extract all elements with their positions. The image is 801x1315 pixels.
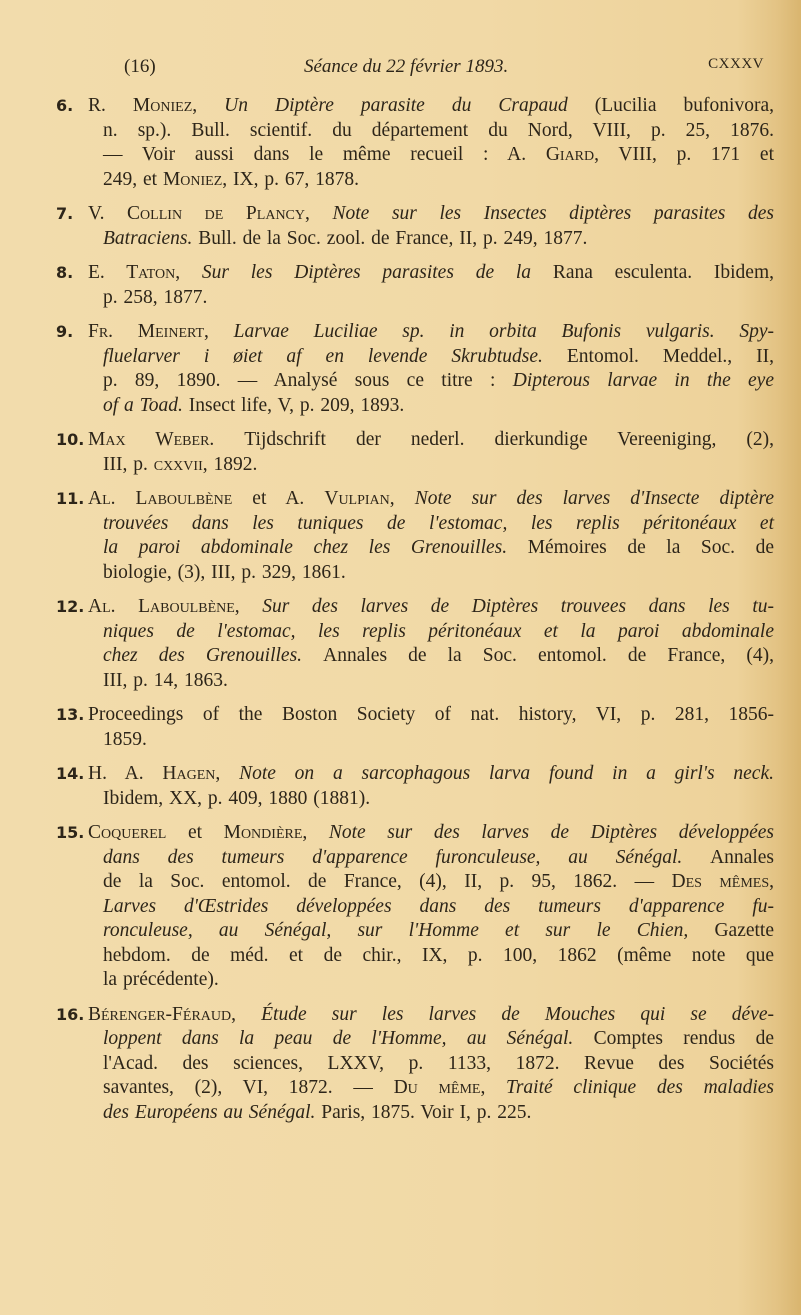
citation-text: — Voir aussi dans le même recueil : A. [103, 144, 546, 165]
entry-line [103, 453, 774, 478]
bibliography-entry [56, 1003, 774, 1126]
citation-text: Rana esculenta. Ibidem, [552, 262, 774, 283]
entry-line [103, 143, 774, 168]
author-name: Coquerel [88, 822, 188, 843]
entry-number: 7. [56, 204, 74, 223]
entry-line [103, 895, 774, 920]
citation-text: Insect life, V, p. 209, 1893. [188, 394, 405, 416]
citation-text: la précédente). [103, 969, 219, 990]
author-name: Moniez [162, 168, 223, 190]
entry-line [88, 1003, 774, 1028]
italic-title-text: Batraciens. [103, 227, 199, 249]
italic-title-text: Larvae Luciliae sp. in orbita Bufonis vulgaris. Spy- [233, 321, 774, 342]
bibliography-entry [56, 487, 774, 585]
author-name: Max Weber. [88, 429, 245, 450]
entry-line [103, 1052, 774, 1077]
author-name: Vulpian, [324, 488, 415, 509]
citation-text: , VIII, p. 171 et [594, 144, 774, 165]
italic-title-text: ronculeuse, au Sénégal, sur l'Homme et sur le Chien, [103, 920, 715, 941]
entry-number: 13. [56, 705, 85, 724]
citation-text: Annales [710, 846, 774, 868]
italic-title-text: Sur des larves de Diptères trouvees dans les tu- [262, 596, 774, 617]
bibliography-entry [56, 94, 774, 192]
entry-line [103, 787, 774, 812]
citation-text: (Lucilia bufonivora, [594, 95, 774, 116]
entry-line [88, 202, 774, 227]
running-title: Séance du 22 février 1893. [304, 56, 509, 77]
italic-title-text: Note sur les Insectes diptères parasites des [332, 203, 774, 224]
entry-number: 10. [56, 430, 85, 449]
author-name: Al. Laboulbène [88, 488, 253, 509]
citation-text: Mémoires de la Soc. de [527, 537, 775, 558]
running-header [124, 56, 764, 82]
entry-line [103, 846, 774, 871]
bibliography-entry [56, 428, 774, 477]
citation-text: , IX, p. 67, 1878. [222, 168, 359, 190]
italic-title-text: loppent dans la peau de l'Homme, au Sénégal. [103, 1028, 594, 1049]
bibliography-list [56, 94, 774, 1135]
entry-line [103, 669, 774, 694]
entry-number: 8. [56, 263, 74, 282]
bibliography-entry [56, 762, 774, 811]
entry-line [103, 512, 774, 537]
entry-line [103, 1027, 774, 1052]
citation-text: hebdom. de méd. et de chir., IX, p. 100, 1862 (même note que [103, 944, 774, 966]
italic-title-text: trouvées dans les tuniques de l'estomac, les replis péritonéaux et [103, 512, 774, 534]
citation-text: 1859. [103, 728, 147, 750]
citation-text: III, p. 14, 1863. [103, 669, 228, 691]
entry-line [103, 944, 774, 969]
entry-line [103, 870, 774, 895]
italic-title-text: Note sur des larves d'Insecte diptère [414, 488, 774, 509]
entry-line [88, 261, 774, 286]
entry-line [103, 644, 774, 669]
author-name: Du même, [393, 1077, 507, 1098]
italic-title-text: of a Toad. [103, 394, 189, 416]
italic-title-text: dans des tumeurs d'apparence furonculeuse, au Sénégal. [103, 846, 711, 868]
citation-text: Paris, 1875. Voir I, p. 225. [321, 1101, 532, 1123]
author-name: Des mêmes, [671, 871, 774, 892]
entry-line [103, 919, 774, 944]
citation-text: biologie, (3), III, p. 329, 1861. [103, 561, 346, 583]
entry-line [103, 1101, 774, 1126]
italic-title-text: la paroi abdominale chez les Grenouilles. [103, 537, 528, 558]
entry-number: 6. [56, 96, 74, 115]
author-name: Fr. Meinert, [88, 321, 234, 342]
author-name: E. Taton, [88, 262, 202, 283]
entry-line [103, 227, 774, 252]
entry-number: 11. [56, 489, 85, 508]
entry-line [103, 561, 774, 586]
entry-line [103, 1076, 774, 1101]
citation-text: savantes, (2), VI, 1872. — [103, 1077, 394, 1098]
italic-title-text: Traité clinique des maladies [506, 1077, 774, 1098]
bibliography-entry [56, 595, 774, 693]
entry-line [103, 168, 774, 193]
bibliography-entry [56, 821, 774, 993]
author-name: Mondière, [223, 822, 329, 843]
author-name: cxxvii [153, 453, 203, 475]
italic-title-text: Dipterous larvae in the eye [512, 370, 774, 391]
entry-line [103, 728, 774, 753]
author-name: V. Collin de Plancy, [88, 203, 333, 224]
citation-text: Entomol. Meddel., II, [566, 345, 774, 367]
entry-line [88, 94, 774, 119]
citation-text: , 1892. [202, 453, 258, 475]
entry-line [103, 620, 774, 645]
italic-title-text: Un Diptère parasite du Crapaud [224, 95, 595, 116]
italic-title-text: Note on a sarcophagous larva found in a girl's neck. [239, 763, 774, 784]
entry-number: 12. [56, 597, 85, 616]
italic-title-text: Sur les Diptères parasites de la [201, 262, 553, 283]
entry-line [103, 968, 774, 993]
citation-text: Ibidem, XX, p. 409, 1880 (1881). [103, 787, 371, 809]
entry-number: 15. [56, 823, 85, 842]
citation-text: p. 258, 1877. [103, 286, 208, 308]
italic-title-text: Larves d'Œstrides développées dans des tumeurs d'apparence fu- [103, 895, 774, 917]
citation-text: l'Acad. des sciences, LXXV, p. 1133, 1872. Revue des Sociétés [103, 1052, 774, 1074]
entry-line [88, 320, 774, 345]
italic-title-text: chez des Grenouilles. [103, 645, 324, 666]
bibliography-entry [56, 320, 774, 418]
italic-title-text: des Européens au Sénégal. [103, 1101, 322, 1123]
entry-line [103, 286, 774, 311]
italic-title-text: Étude sur les larves de Mouches qui se déve- [261, 1003, 774, 1025]
entry-line [103, 394, 774, 419]
citation-text: n. sp.). Bull. scientif. du département du Nord, VIII, p. 25, 1876. [103, 119, 774, 141]
citation-text: 249, et [103, 168, 163, 190]
entry-line [88, 762, 774, 787]
citation-text: Proceedings of the Boston Society of nat. history, VI, p. 281, 1856- [88, 704, 774, 725]
citation-text: p. 89, 1890. — Analysé sous ce titre : [103, 370, 513, 391]
entry-number: 14. [56, 764, 85, 783]
entry-line [88, 821, 774, 846]
citation-text: Comptes rendus de [593, 1028, 774, 1049]
entry-line [103, 369, 774, 394]
author-name: R. Moniez, [88, 95, 225, 116]
entry-line [88, 428, 774, 453]
page-number: (16) [124, 56, 156, 77]
roman-page-number: CXXXV [708, 56, 764, 72]
author-name: Al. Laboulbène, [88, 596, 263, 617]
entry-number: 9. [56, 322, 74, 341]
citation-text: Tijdschrift der nederl. dierkundige Vereeniging, (2), [244, 429, 774, 450]
italic-title-text: fluelarver i øiet af en levende Skrubtudse. [103, 345, 567, 367]
bibliography-entry [56, 202, 774, 251]
author-name: Giard [545, 144, 595, 165]
entry-line [103, 119, 774, 144]
bibliography-entry [56, 261, 774, 310]
citation-text: III, p. [103, 453, 154, 475]
citation-text: Gazette [714, 920, 774, 941]
citation-text: de la Soc. entomol. de France, (4), II, p. 95, 1862. — [103, 871, 672, 892]
entry-line [103, 536, 774, 561]
entry-line [88, 595, 774, 620]
entry-number: 16. [56, 1004, 85, 1024]
entry-line [88, 703, 774, 728]
entry-line [103, 345, 774, 370]
citation-text: et [187, 822, 224, 843]
italic-title-text: niques de l'estomac, les replis péritonéaux et la paroi abdominale [103, 620, 774, 642]
citation-text: et A. [252, 488, 325, 509]
author-name: Bérenger-Féraud, [88, 1003, 262, 1025]
author-name: H. A. Hagen, [88, 763, 240, 784]
citation-text: Bull. de la Soc. zool. de France, II, p. 249, 1877. [198, 227, 588, 249]
italic-title-text: Note sur des larves de Diptères développées [328, 822, 774, 843]
bibliography-entry [56, 703, 774, 752]
citation-text: Annales de la Soc. entomol. de France, (4), [323, 645, 774, 666]
entry-line [88, 487, 774, 512]
